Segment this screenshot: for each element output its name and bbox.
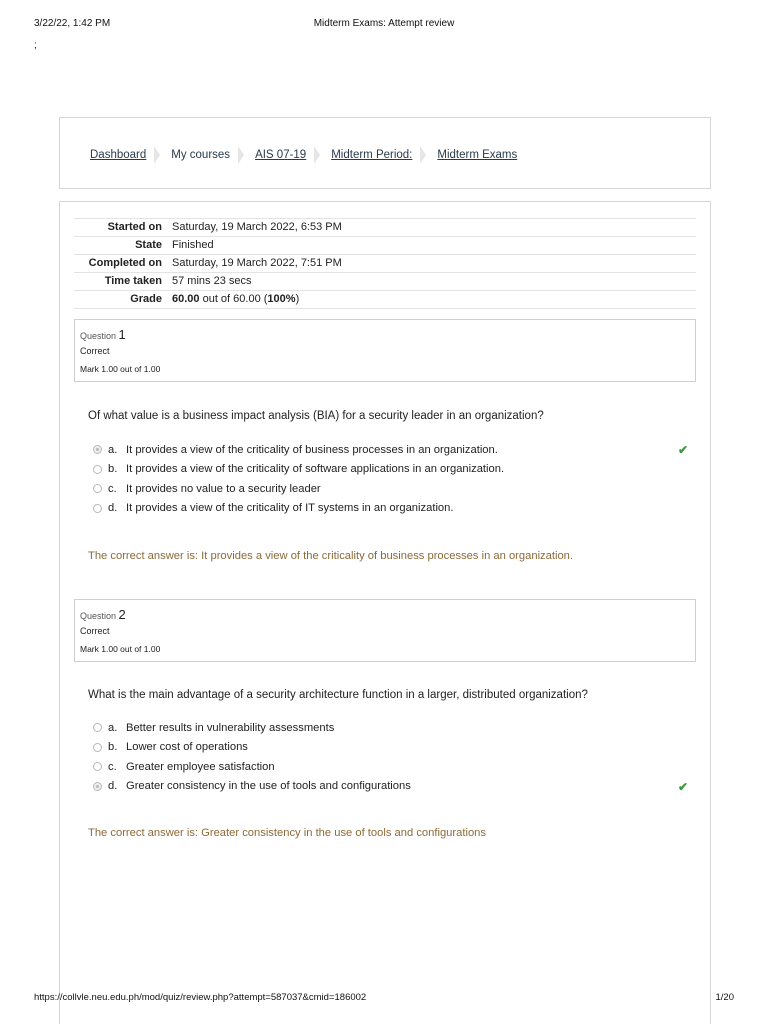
summary-label: Time taken [104, 275, 162, 287]
question-text-1: Of what value is a business impact analysis (BIA) for a security leader in an organization? [88, 410, 544, 422]
summary-label: Completed on [88, 257, 162, 269]
question-info-2 [74, 599, 696, 662]
answer-option [93, 479, 688, 499]
answer-option [93, 499, 688, 519]
question-info-1 [74, 319, 696, 382]
summary-value: 57 mins 23 secs [172, 275, 252, 287]
question-number-label [80, 327, 126, 342]
question-prefix: Question [80, 611, 119, 621]
print-header [34, 18, 734, 32]
answer-letter: d. [108, 780, 118, 793]
answer-letter: a. [108, 721, 118, 734]
summary-label: Started on [107, 221, 162, 233]
correct-answer-feedback-2: The correct answer is: Greater consistency in the use of tools and configurations [88, 827, 486, 839]
breadcrumb-dashboard[interactable]: Dashboard [90, 149, 147, 161]
answer-text: Greater consistency in the use of tools and configurations [126, 780, 411, 793]
grade-out-of: out of 60.00 ( [199, 293, 268, 305]
radio-unselected [93, 762, 102, 771]
answer-letter: c. [108, 482, 117, 495]
check-icon: ✔ [677, 443, 688, 457]
attempt-summary-table [74, 218, 696, 309]
check-icon: ✔ [677, 779, 688, 794]
print-page-title: Midterm Exams: Attempt review [313, 18, 455, 29]
answer-list-1 [93, 440, 688, 518]
grade-value [172, 291, 696, 309]
summary-label: Grade [130, 293, 162, 305]
grade-percent: 100% [267, 293, 296, 305]
answer-option [93, 440, 688, 460]
summary-label: State [135, 239, 162, 251]
answer-option [93, 757, 688, 777]
question-mark: Mark 1.00 out of 1.00 [80, 364, 161, 374]
answer-letter: a. [108, 443, 118, 456]
answer-option [93, 460, 688, 480]
attempt-review-region [59, 201, 711, 1024]
radio-selected [93, 782, 102, 791]
question-number: 2 [118, 607, 126, 622]
summary-row-started [74, 219, 696, 237]
answer-text: Better results in vulnerability assessments [126, 721, 335, 734]
answer-letter: b. [108, 741, 118, 754]
radio-unselected [93, 723, 102, 732]
summary-value: Saturday, 19 March 2022, 7:51 PM [172, 257, 342, 269]
answer-letter: c. [108, 760, 117, 773]
breadcrumb-midterm-period[interactable]: Midterm Period: [331, 149, 413, 161]
breadcrumb-separator-icon [420, 146, 426, 164]
print-footer [34, 992, 734, 1006]
radio-unselected [93, 504, 102, 513]
summary-row-state [74, 237, 696, 255]
question-prefix: Question [80, 331, 119, 341]
breadcrumb-separator-icon [154, 146, 160, 164]
question-text-2: What is the main advantage of a security architecture function in a larger, distributed organization? [88, 689, 588, 701]
summary-value: Saturday, 19 March 2022, 6:53 PM [172, 221, 342, 233]
breadcrumb-separator-icon [238, 146, 244, 164]
answer-text: It provides a view of the criticality of business processes in an organization. [126, 443, 498, 456]
answer-text: It provides a view of the criticality of software applications in an organization. [126, 463, 505, 476]
answer-option [93, 738, 688, 758]
question-number: 1 [118, 327, 126, 342]
answer-letter: d. [108, 502, 118, 515]
answer-option [93, 718, 688, 738]
breadcrumb-course[interactable]: AIS 07-19 [255, 149, 307, 161]
grade-score: 60.00 [172, 293, 200, 305]
radio-unselected [93, 743, 102, 752]
question-state: Correct [80, 346, 110, 356]
breadcrumb [90, 146, 517, 164]
radio-unselected [93, 465, 102, 474]
stray-mark: ; [34, 40, 37, 51]
summary-row-grade [74, 291, 696, 309]
radio-selected [93, 445, 102, 454]
breadcrumb-midterm-exams[interactable]: Midterm Exams [437, 149, 518, 161]
print-datetime: 3/22/22, 1:42 PM [34, 18, 111, 29]
answer-text: Greater employee satisfaction [126, 760, 275, 773]
grade-close-paren: ) [295, 293, 300, 305]
summary-row-completed [74, 255, 696, 273]
page-number: 1/20 [715, 992, 734, 1003]
question-number-label [80, 607, 126, 622]
radio-unselected [93, 484, 102, 493]
answer-text: It provides a view of the criticality of IT systems in an organization. [126, 502, 454, 515]
question-mark: Mark 1.00 out of 1.00 [80, 644, 161, 654]
answer-text: It provides no value to a security leader [126, 482, 321, 495]
question-state: Correct [80, 626, 110, 636]
answer-list-2 [93, 718, 688, 796]
breadcrumb-container [59, 117, 711, 189]
answer-letter: b. [108, 463, 118, 476]
breadcrumb-separator-icon [314, 146, 320, 164]
correct-answer-feedback-1: The correct answer is: It provides a view of the criticality of business processes in an organization. [88, 550, 574, 562]
page-url: https://collvle.neu.edu.ph/mod/quiz/review.php?attempt=587037&cmid=186002 [34, 992, 367, 1003]
answer-option [93, 777, 688, 797]
answer-text: Lower cost of operations [126, 741, 248, 754]
breadcrumb-my-courses: My courses [171, 149, 231, 161]
summary-value: Finished [172, 239, 214, 251]
summary-row-time-taken [74, 273, 696, 291]
